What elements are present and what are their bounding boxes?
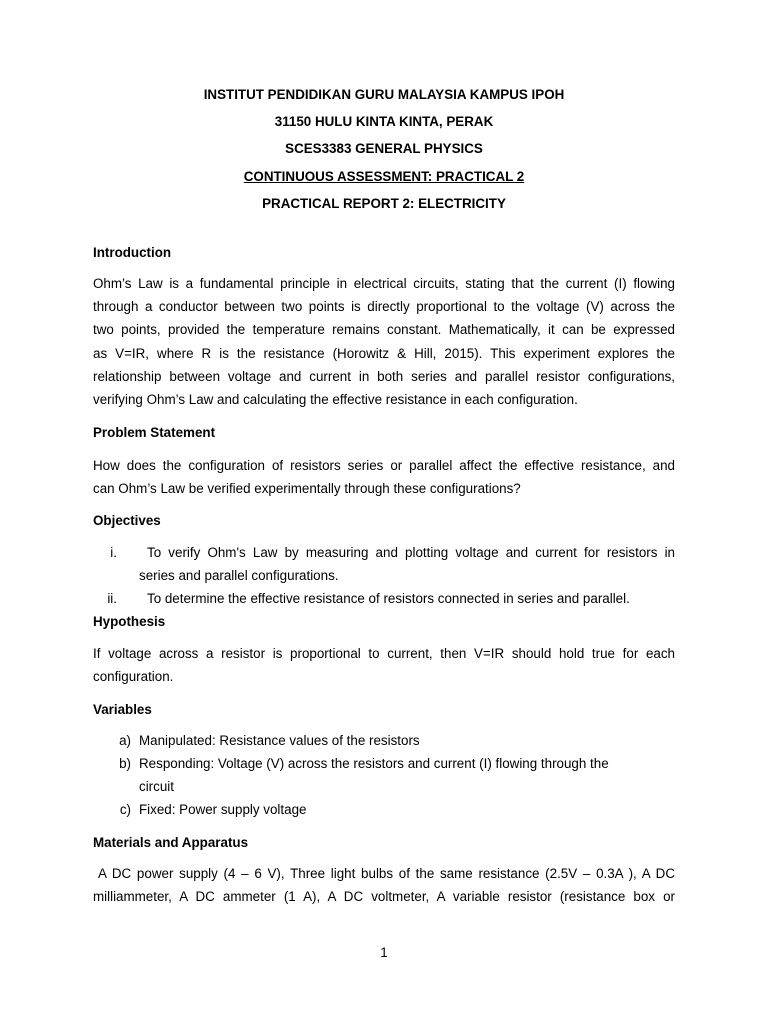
introduction-line: as V=IR, where R is the resistance (Horowitz & Hill, 2015). This experiment explores the	[93, 345, 675, 361]
hypothesis-line: configuration.	[93, 669, 174, 685]
page-number: 1	[380, 945, 388, 960]
variables-heading: Variables	[93, 702, 152, 717]
institution-address: 31150 HULU KINTA KINTA, PERAK	[274, 114, 494, 129]
materials-line: A DC power supply (4 – 6 V), Three light bulbs of the same resistance (2.5V – 0.3A ), A DC	[93, 866, 675, 881]
introduction-paragraph	[93, 272, 675, 411]
introduction-line: Ohm’s Law is a fundamental principle in electrical circuits, stating that the current (I) flowing	[93, 276, 675, 291]
introduction-line: through a conductor between two points is directly proportional to the voltage (V) across the	[93, 299, 675, 315]
hypothesis-line: If voltage across a resistor is proportional to current, then V=IR should hold true for each	[93, 646, 675, 661]
problem-statement-line: can Ohm’s Law be verified experimentally through these configurations?	[93, 481, 521, 497]
variable-label: c)	[119, 802, 131, 817]
objective-number: i.	[110, 545, 117, 560]
materials-heading: Materials and Apparatus	[93, 835, 249, 850]
problem-statement-heading: Problem Statement	[93, 425, 216, 440]
variable-label: a)	[119, 733, 131, 748]
assessment-title: CONTINUOUS ASSESSMENT: PRACTICAL 2	[243, 169, 525, 184]
report-title: PRACTICAL REPORT 2: ELECTRICITY	[262, 196, 506, 211]
variable-label: b)	[119, 756, 131, 771]
hypothesis-paragraph	[93, 642, 675, 688]
problem-statement-line: How does the configuration of resistors series or parallel affect the effective resistance, and	[93, 458, 675, 473]
objective-text: series and parallel configurations.	[139, 568, 339, 583]
problem-statement-paragraph	[93, 454, 675, 500]
variable-text: Responding: Voltage (V) across the resistors and current (I) flowing through the	[139, 756, 609, 771]
materials-line: milliammeter, A DC ammeter (1 A), A DC voltmeter, A variable resistor (resistance box or	[93, 889, 675, 905]
materials-paragraph	[93, 862, 675, 908]
introduction-line: two points, provided the temperature remains constant. Mathematically, it can be expressed	[93, 322, 675, 338]
institution-title: INSTITUT PENDIDIKAN GURU MALAYSIA KAMPUS IPOH	[203, 87, 565, 102]
introduction-line: verifying Ohm’s Law and calculating the effective resistance in each configuration.	[93, 392, 578, 408]
introduction-line: relationship between voltage and current in both series and parallel resistor configurations,	[93, 368, 675, 384]
introduction-heading: Introduction	[93, 245, 172, 260]
hypothesis-heading: Hypothesis	[93, 614, 166, 629]
objective-text: To determine the effective resistance of resistors connected in series and parallel.	[147, 591, 630, 606]
objective-number: ii.	[107, 591, 117, 606]
variable-text: circuit	[139, 779, 174, 794]
variable-text: Fixed: Power supply voltage	[139, 802, 307, 817]
objectives-heading: Objectives	[93, 513, 161, 528]
variable-text: Manipulated: Resistance values of the resistors	[139, 733, 420, 748]
course-title: SCES3383 GENERAL PHYSICS	[285, 141, 483, 156]
objective-text: To verify Ohm's Law by measuring and plotting voltage and current for resistors in	[147, 545, 675, 560]
